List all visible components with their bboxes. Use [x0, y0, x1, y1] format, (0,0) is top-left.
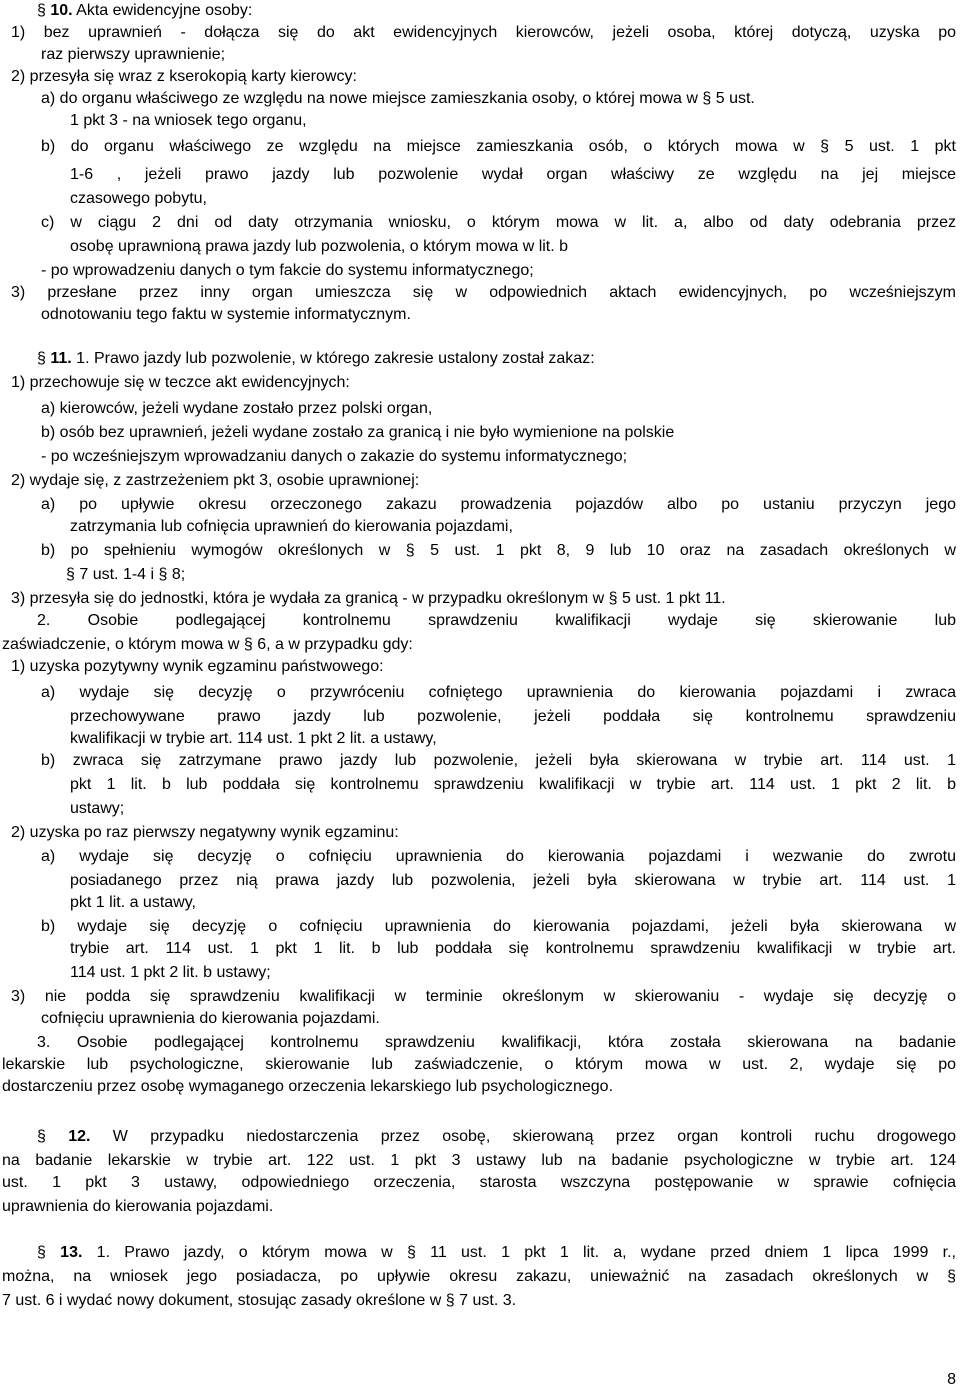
- art11-point3: [11, 588, 726, 610]
- section-sign: §: [37, 350, 46, 367]
- art11-heading-text: 1. Prawo jazdy lub pozwolenie, w którego zakresie ustalony został zakaz:: [71, 350, 595, 367]
- art11-number: 11.: [50, 350, 72, 367]
- section-sign: §: [158, 566, 168, 583]
- art10-point2-b-line2: 1-6 , jeżeli prawo jazdy lub pozwolenie wydał organ właściwy ze względu na jej miejsce: [70, 166, 956, 183]
- art13-line1-text: 1. Prawo jazdy, o którym mowa w: [82, 1244, 393, 1261]
- art10-dash-line: - po wprowadzeniu danych o tym fakcie do systemu informatycznego;: [41, 262, 534, 279]
- art11-ust2-point2-b-line1: b) wydaje się decyzję o cofnięciu uprawnienia do kierowania pojazdami, jeżeli była skierowana w: [41, 918, 956, 935]
- art10-point2-b-text-end: 5 ust. 1 pkt: [844, 138, 956, 155]
- section-sign: §: [445, 1292, 455, 1309]
- art12-line4: uprawnienia do kierowania pojazdami.: [2, 1198, 274, 1215]
- art10-point2-b-text: b) do organu właściwego ze względu na miejsce zamieszkania osób, o których mowa w: [41, 138, 805, 155]
- art11-ust2-line2-text: zaświadczenie, o którym mowa w: [2, 636, 240, 653]
- art11-ust2-point1-b-line2: pkt 1 lit. b lub poddała się kontrolnemu sprawdzeniu kwalifikacji w trybie art. 114 ust. 1 pkt 2 lit. b: [70, 776, 956, 793]
- section-sign: §: [243, 636, 253, 653]
- art11-ust2-point3-line1: 3) nie podda się sprawdzeniu kwalifikacji w terminie określonym w skierowaniu - wydaje się decyzję o: [11, 988, 956, 1005]
- art10-point1-line1: 1) bez uprawnień - dołącza się do akt ewidencyjnych kierowców, jeżeli osoba, której dotyczą, uzyska po: [11, 24, 956, 41]
- art10-heading: [37, 0, 252, 22]
- art10-point2-a-line1: [41, 88, 755, 110]
- art13-line2-text: można, na wniosek jego posiadacza, po upływie okresu zakazu, unieważnić na zasadach określonych w: [2, 1268, 929, 1285]
- art11-point2-b-line2-text: 7 ust. 1-4 i: [79, 566, 155, 583]
- art11-ust3-line1: 3. Osobie podlegającej kontrolnemu sprawdzeniu kwalifikacji, która została skierowana na badanie: [37, 1034, 956, 1051]
- art11-ust2-point2-b-line3: 114 ust. 1 pkt 2 lit. b ustawy;: [70, 964, 271, 981]
- art11-point1-a: a) kierowców, jeżeli wydane zostało przez polski organ,: [41, 400, 433, 417]
- art10-number: 10.: [50, 2, 73, 19]
- art11-point2-b-line2-end: 8;: [171, 566, 186, 583]
- art11-point2: 2) wydaje się, z zastrzeżeniem pkt 3, osobie uprawnionej:: [11, 472, 420, 489]
- art13-line1: [37, 1242, 956, 1264]
- art11-ust2-point1-a-line2: przechowywane prawo jazdy lub pozwolenie, jeżeli poddała się kontrolnemu sprawdzeniu: [70, 708, 956, 725]
- art10-point2-b-line1: [41, 136, 956, 158]
- art13-line3-end: 7 ust. 3.: [459, 1292, 517, 1309]
- section-sign: §: [947, 1268, 956, 1285]
- art10-point2-a-text: a) do organu właściwego ze względu na nowe miejsce zamieszkania osoby, o której mowa w: [41, 90, 698, 107]
- section-sign: §: [702, 90, 712, 107]
- art11-ust3-line2: lekarskie lub psychologiczne, skierowanie lub zaświadczenie, o którym mowa w ust. 2, wydaje się po: [2, 1056, 956, 1073]
- art12-line2: na badanie lekarskie w trybie art. 122 ust. 1 pkt 3 ustawy lub na badanie psychologiczne w trybie art. 124: [2, 1152, 956, 1169]
- art11-ust2-point1-a-line3: kwalifikacji w trybie art. 114 ust. 1 pkt 2 lit. a ustawy,: [70, 730, 437, 747]
- art12-line1-text: W przypadku niedostarczenia przez osobę, skierowaną przez organ kontroli ruchu drogowego: [90, 1128, 956, 1145]
- art11-ust2-point1-b-line3: ustawy;: [70, 800, 125, 817]
- section-sign: §: [37, 1244, 46, 1261]
- art11-ust2-point2-a-line1: a) wydaje się decyzję o cofnięciu uprawnienia do kierowania pojazdami i wezwanie do zwrotu: [41, 848, 956, 865]
- art11-ust2-point3-line2: cofnięciu uprawnienia do kierowania pojazdami.: [41, 1010, 380, 1027]
- art10-point3-line1: 3) przesłane przez inny organ umieszcza się w odpowiednich aktach ewidencyjnych, po wcześniejszym: [11, 284, 956, 301]
- art10-point1-line2: raz pierwszy uprawnienie;: [41, 46, 226, 63]
- art11-point2-a-line2: zatrzymania lub cofnięcia uprawnień do kierowania pojazdami,: [70, 518, 513, 535]
- art11-point1-b: b) osób bez uprawnień, jeżeli wydane zostało za granicą i nie było wymienione na polskie: [41, 424, 675, 441]
- art13-line3: [2, 1290, 516, 1312]
- art11-ust2-point2-b-line2: trybie art. 114 ust. 1 pkt 1 lit. b lub poddała się kontrolnemu sprawdzeniu kwalifikacji w trybie art.: [70, 940, 956, 957]
- art11-point2-b-text-end: 5 ust. 1 pkt 8, 9 lub 10 oraz na zasadach określonych w: [430, 542, 956, 559]
- art11-ust2-point2-a-line2: posiadanego przez nią prawa jazdy lub pozwolenia, jeżeli była skierowana w trybie art. 114 ust. 1: [70, 872, 956, 889]
- section-sign: §: [37, 2, 46, 19]
- art11-point2-b-line2: [66, 564, 185, 586]
- art11-ust3-line3: dostarczeniu przez osobę wymaganego orzeczenia lekarskiego lub psychologicznego.: [2, 1078, 614, 1095]
- art12-line3: ust. 1 pkt 3 ustawy, odpowiedniego orzeczenia, starosta wszczyna postępowanie w sprawie cofnięcia: [2, 1174, 956, 1191]
- art11-heading: [37, 348, 595, 370]
- art11-point1: 1) przechowuje się w teczce akt ewidencyjnych:: [11, 374, 350, 391]
- art11-point2-a-line1: a) po upływie okresu orzeczonego zakazu prowadzenia pojazdów albo po ustaniu przyczyn jego: [41, 496, 956, 513]
- art10-point2-c-line1: c) w ciągu 2 dni od daty otrzymania wniosku, o którym mowa w lit. a, albo od daty odebrania przez: [41, 214, 956, 231]
- section-sign: §: [66, 566, 75, 583]
- art11-ust2-point1: 1) uzyska pozytywny wynik egzaminu państwowego:: [11, 658, 384, 675]
- art11-ust2-point2: 2) uzyska po raz pierwszy negatywny wynik egzaminu:: [11, 824, 399, 841]
- art11-point1-dash: - po wcześniejszym wprowadzaniu danych o zakazie do systemu informatycznego;: [41, 448, 628, 465]
- art11-ust2-point2-a-line3: pkt 1 lit. a ustawy,: [70, 894, 196, 911]
- art11-ust2-point1-a-line1: a) wydaje się decyzję o przywróceniu cofniętego uprawnienia do kierowania pojazdami i zwraca: [41, 684, 956, 701]
- art12-number: 12.: [68, 1128, 91, 1145]
- art11-point3-end: 5 ust. 1 pkt 11.: [621, 590, 726, 607]
- art11-ust2-line2-end: 6, a w przypadku gdy:: [257, 636, 413, 653]
- section-sign: §: [608, 590, 618, 607]
- section-sign: §: [405, 542, 415, 559]
- section-sign: §: [820, 138, 830, 155]
- art11-point3-text: 3) przesyła się do jednostki, która je wydała za granicą - w przypadku określonym w: [11, 590, 605, 607]
- art13-line1-end: 11 ust. 1 pkt 1 lit. a, wydane przed dniem 1 lipca 1999 r.,: [430, 1244, 956, 1261]
- art11-point2-b-text: b) po spełnieniu wymogów określonych w: [41, 542, 391, 559]
- art11-ust2-point1-b-line1: b) zwraca się zatrzymane prawo jazdy lub pozwolenie, jeżeli była skierowana w trybie art. 114 ust. 1: [41, 752, 956, 769]
- art10-point2: 2) przesyła się wraz z kserokopią karty kierowcy:: [11, 68, 357, 85]
- section-sign: §: [37, 1128, 46, 1145]
- art13-number: 13.: [60, 1244, 83, 1261]
- page-number: 8: [947, 1371, 956, 1388]
- art11-point2-b-line1: [41, 540, 956, 562]
- art10-point2-b-line3: czasowego pobytu,: [70, 190, 207, 207]
- art12-line1: [37, 1126, 956, 1148]
- art10-point2-a-text-end: 5 ust.: [715, 90, 755, 107]
- art10-point2-c-line2: osobę uprawnioną prawa jazdy lub pozwolenia, o którym mowa w lit. b: [70, 238, 569, 255]
- section-sign: §: [406, 1244, 416, 1261]
- art10-heading-text: Akta ewidencyjne osoby:: [72, 2, 253, 19]
- art10-point3-line2: odnotowaniu tego faktu w systemie informatycznym.: [41, 306, 411, 323]
- art13-line2: [2, 1266, 956, 1288]
- art11-ust2-line2: [2, 634, 413, 656]
- art10-point2-a-line2: 1 pkt 3 - na wniosek tego organu,: [70, 112, 307, 129]
- art13-line3-text: 7 ust. 6 i wydać nowy dokument, stosując zasady określone w: [2, 1292, 442, 1309]
- art11-ust2-line1: 2. Osobie podlegającej kontrolnemu sprawdzeniu kwalifikacji wydaje się skierowanie lub: [37, 612, 956, 629]
